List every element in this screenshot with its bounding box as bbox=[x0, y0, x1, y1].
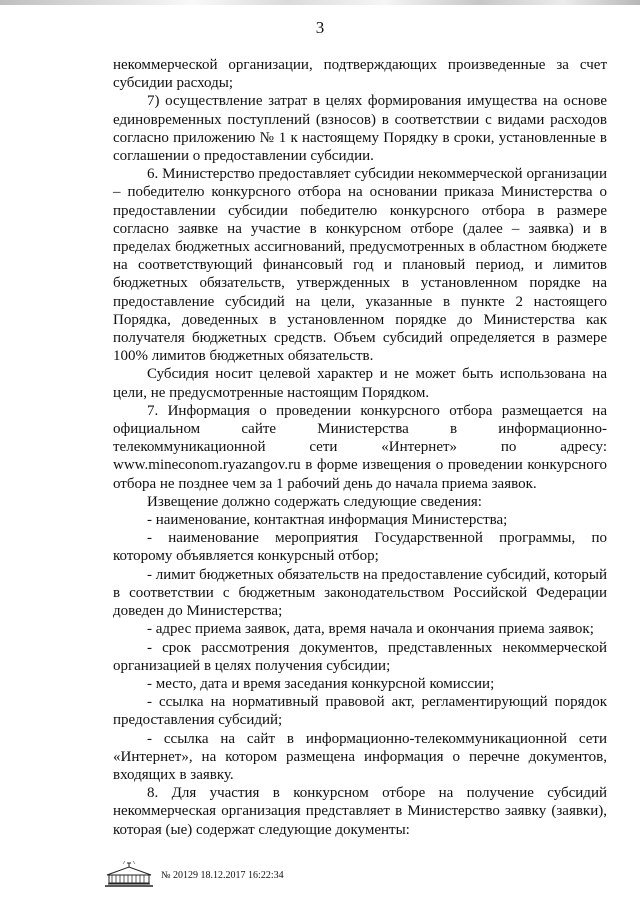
footer bbox=[103, 860, 403, 890]
paragraph: - лимит бюджетных обязательств на предоставление субсидий, который в соответствии с бюджетным законодательством Российской Федерации доведен до Министерства; bbox=[113, 566, 607, 620]
paragraph: - место, дата и время заседания конкурсной комиссии; bbox=[147, 675, 495, 692]
paragraph: 6. Министерство предоставляет субсидии некоммерческой организации – победителю конкурсного отбора на основании приказа Министерства о предоставлении субсидии победителю конкурсного отбора в размере согласно заявке на участие в конкурсном отборе (далее – заявка) и в пределах бюджетных ассигнований, предусмотренных в областном бюджете на соответствующий финансовый год и плановый период, и лимитов бюджетных обязательств, утвержденных в установленном порядке на предоставление субсидий на цели, указанные в пункте 2 настоящего Порядка, доведенных в установленном порядке до Министерства как получателя бюджетных средств. Объем субсидий определяется в размере 100% лимитов бюджетных обязательств. bbox=[113, 166, 607, 365]
paragraph: - ссылка на нормативный правовой акт, регламентирующий порядок предоставления субсидий; bbox=[113, 694, 607, 729]
paragraph: 7) осуществление затрат в целях формирования имущества на основе единовременных поступлений (взносов) в соответствии с видами расходов согласно приложению № 1 к настоящему Порядку в сроки, установленные в соглашении о предоставлении субсидии. bbox=[113, 93, 607, 165]
paragraph: - срок рассмотрения документов, представленных некоммерческой организацией в целях получения субсидии; bbox=[113, 639, 607, 674]
paragraph: - наименование мероприятия Государственной программы, по которому объявляется конкурсный отбор; bbox=[113, 530, 607, 565]
paragraph: - наименование, контактная информация Министерства; bbox=[147, 512, 508, 529]
paragraph: 8. Для участия в конкурсном отборе на получение субсидий некоммерческая организация представляет в Министерство заявку (заявки), которая (ые) содержат следующие документы: bbox=[113, 785, 607, 838]
paragraph: 7. Информация о проведении конкурсного отбора размещается на официальном сайте Министерства в информационно-телекоммуникационной сети «Интернет» по адресу: www.mineconom.ryazangov.ru в форме извещения о проведении конкурсного отбора не позднее чем за 1 рабочий день до начала приема заявок. bbox=[113, 402, 607, 492]
paragraph: - адрес приема заявок, дата, время начала и окончания приема заявок; bbox=[147, 621, 594, 638]
document-body bbox=[113, 56, 607, 839]
paragraph: Субсидия носит целевой характер и не может быть использована на цели, не предусмотренные настоящим Порядком. bbox=[113, 366, 607, 401]
scan-edge bbox=[0, 0, 640, 5]
registration-stamp: № 20129 18.12.2017 16:22:34 bbox=[161, 870, 284, 881]
paragraph: Извещение должно содержать следующие сведения: bbox=[147, 493, 482, 510]
paragraph: - ссылка на сайт в информационно-телекоммуникационной сети «Интернет», на котором размещена информация о перечне документов, входящих в заявку. bbox=[113, 730, 607, 783]
building-seal-icon bbox=[103, 860, 155, 888]
page-number: 3 bbox=[315, 18, 325, 37]
paragraph: некоммерческой организации, подтверждающих произведенные за счет субсидии расходы; bbox=[113, 57, 607, 92]
